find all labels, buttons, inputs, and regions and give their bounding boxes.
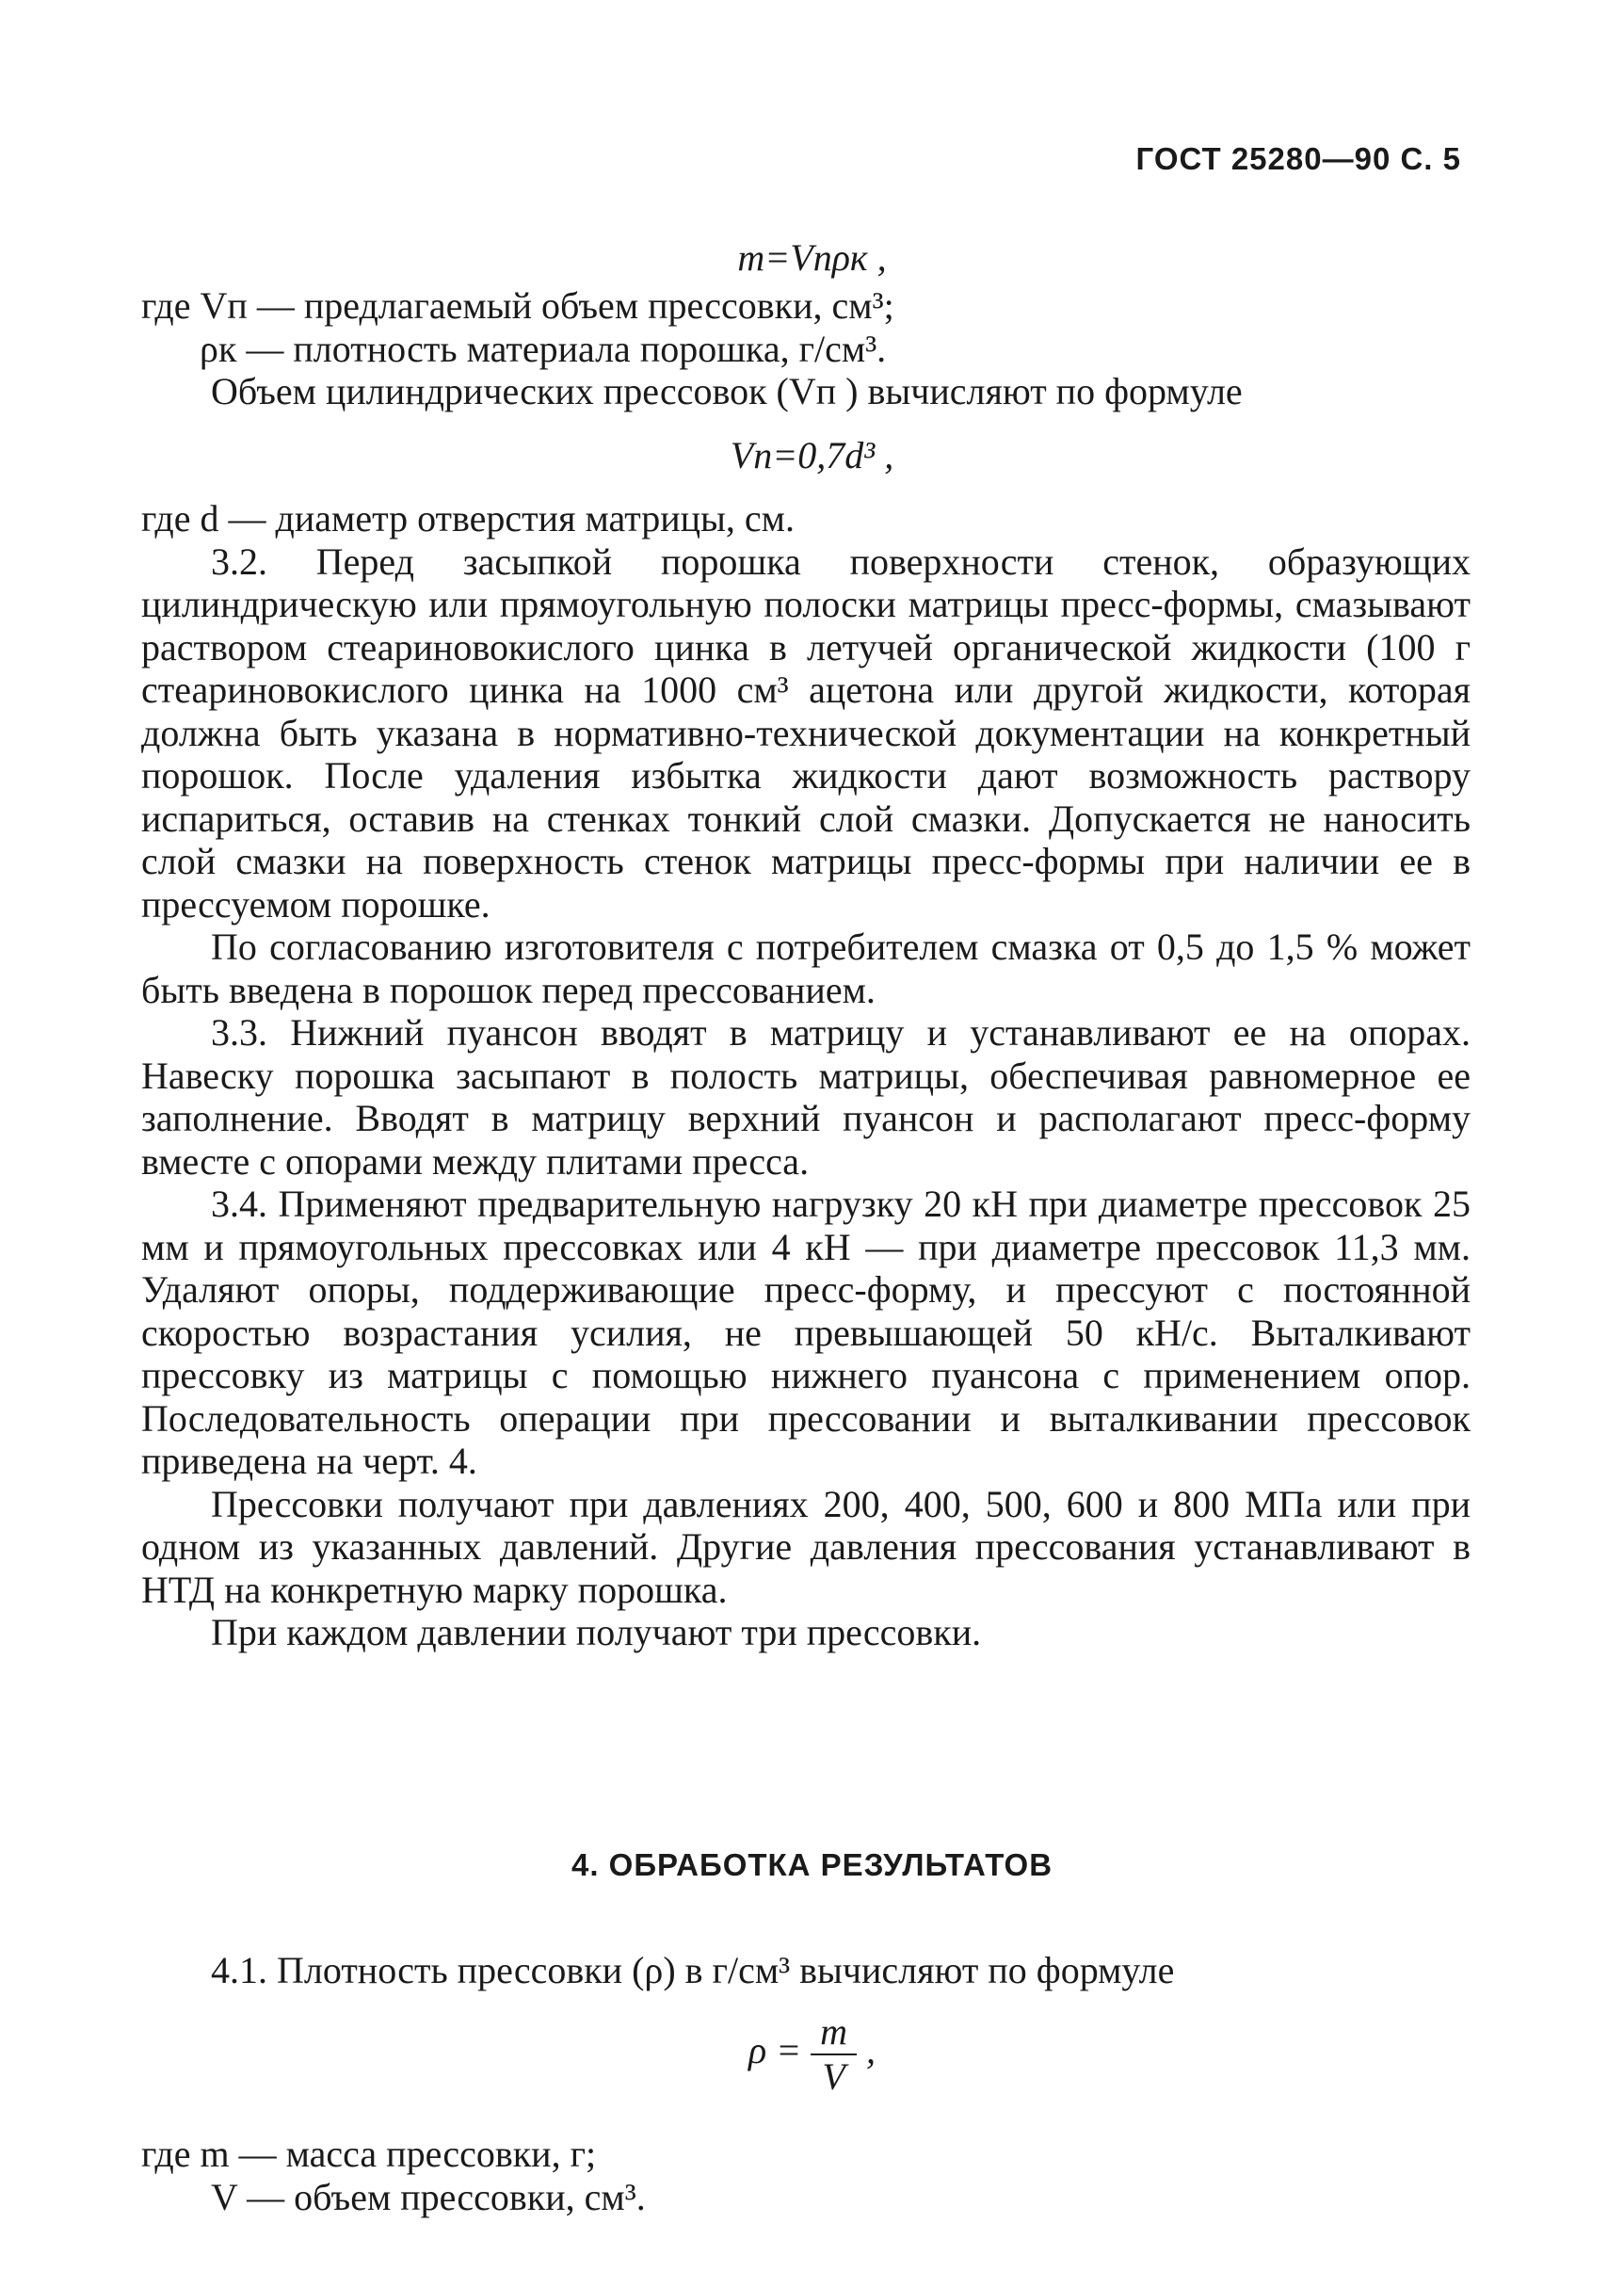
- definition-v: V — объем прессовки, см³.: [211, 2175, 646, 2218]
- paragraph-3-3: 3.3. Нижний пуансон вводят в матрицу и устанавливают ее на опорах. Навеску порошка засыпают в полость матрицы, обеспечивая равномерное ее заполнение. Вводят в матрицу верхний пуансон и располагают пресс-форму вместе с опорами между плитами пресса.: [141, 1011, 1471, 1183]
- definition-m: где m — масса прессовки, г;: [141, 2133, 597, 2175]
- definition-d: где d — диаметр отверстия матрицы, см.: [141, 497, 795, 540]
- definitions-block: [141, 284, 1471, 413]
- density-numerator: m: [811, 2010, 857, 2055]
- section-4-text: [141, 1949, 1471, 1992]
- volume-intro: Объем цилиндрических прессовок (Vп ) вычисляют по формуле: [211, 370, 1243, 412]
- paragraph-pressures: Прессовки получают при давлениях 200, 400, 500, 600 и 800 МПа или при одном из указанных давлений. Другие давления прессования устанавливают в НТД на конкретную марку порошка.: [141, 1482, 1471, 1611]
- section-heading: 4. ОБРАБОТКА РЕЗУЛЬТАТОВ: [571, 1847, 1053, 1882]
- body-text: [141, 497, 1471, 1654]
- page-header: ГОСТ 25280—90 С. 5: [1135, 141, 1461, 176]
- paragraph-3-2: 3.2. Перед засыпкой порошка поверхности стенок, образующих цилиндрическую или прямоугольную полоски матрицы пресс-формы, смазывают раствором стеариновокислого цинка в летучей органической жидкости (100 г стеариновокислого цинка на 1000 см³ ацетона или другой жидкости, которая должна быть указана в нормативно-технической документации на конкретный порошок. После удаления избытка жидкости дают возможность раствору испариться, оставив на стенках тонкий слой смазки. Допускается не наносить слой смазки на поверхность стенок матрицы пресс-формы при наличии ее в прессуемом порошке.: [141, 540, 1471, 926]
- paragraph-4-1: 4.1. Плотность прессовки (ρ) в г/см³ вычисляют по формуле: [211, 1949, 1175, 1991]
- density-lhs: ρ =: [748, 2029, 802, 2072]
- formula-mass: m=Vпρк ,: [737, 236, 887, 279]
- density-definitions: [141, 2133, 1471, 2218]
- paragraph-3-4: 3.4. Применяют предварительную нагрузку 20 кН при диаметре прессовок 25 мм и прямоугольных прессовках или 4 кН — при диаметре прессовок 11,3 мм. Удаляют опоры, поддерживающие пресс-форму, и прессуют с постоянной скоростью возрастания усилия, не превышающей 50 кН/с. Выталкивают прессовку из матрицы с помощью нижнего пуансона с применением опор. Последовательность операции при прессовании и выталкивании прессовок приведена на черт. 4.: [141, 1183, 1471, 1482]
- density-tail: ,: [866, 2029, 876, 2072]
- paragraph-lubricant: По согласованию изготовителя с потребителем смазка от 0,5 до 1,5 % может быть введена в порошок перед прессованием.: [141, 926, 1471, 1011]
- formula-density: [0, 2010, 1624, 2099]
- density-denominator: V: [822, 2055, 845, 2098]
- formula-volume: Vп=0,7d³ ,: [730, 434, 894, 476]
- definition-rho-k: ρк — плотность материала порошка, г/см³.: [200, 327, 887, 370]
- density-fraction: [811, 2010, 857, 2099]
- paragraph-three-compacts: При каждом давлении получают три прессовки.: [211, 1611, 982, 1653]
- definition-vp: где Vп — предлагаемый объем прессовки, см³;: [141, 284, 894, 327]
